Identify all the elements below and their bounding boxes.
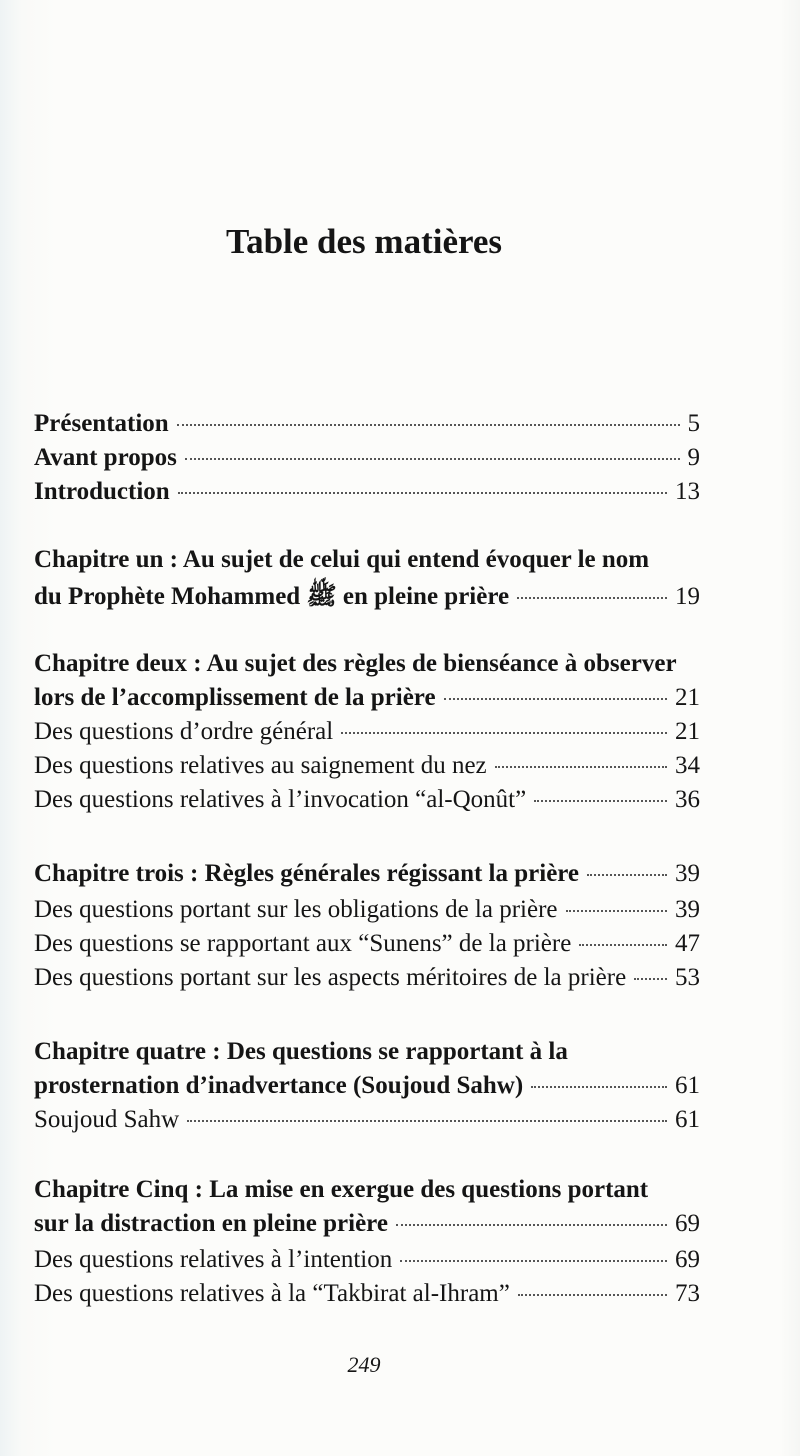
toc-line [34, 444, 700, 472]
toc-entry-page: 69 [675, 1210, 700, 1237]
dot-leader [185, 458, 680, 460]
toc-entry [34, 786, 700, 814]
dot-leader [534, 800, 667, 802]
toc-entry [34, 964, 700, 992]
dot-leader [517, 597, 667, 599]
toc-entry [34, 478, 700, 506]
dot-leader [531, 1086, 667, 1088]
dot-leader [187, 1120, 667, 1122]
chapter-heading [34, 650, 700, 678]
toc-line [34, 718, 700, 746]
toc-entry-label: Soujoud Sahw [34, 1106, 180, 1133]
toc-entry-page: 53 [675, 964, 700, 991]
page-number: 249 [347, 1352, 381, 1377]
toc-entry-label: Des questions relatives à l’invocation “al-Qonût” [34, 786, 527, 813]
chapter-entry [34, 860, 700, 888]
dot-leader [518, 1294, 667, 1296]
dot-leader [341, 732, 667, 734]
dot-leader [634, 978, 667, 980]
toc-line [34, 964, 700, 992]
toc-entry-label: Des questions se rapportant aux “Sunens” de la prière [34, 930, 572, 957]
toc-line [34, 930, 700, 958]
toc-entry-label: Des questions relatives à la “Takbirat al-Ihram” [34, 1280, 510, 1307]
dot-leader [579, 944, 667, 946]
chapter-entry [34, 684, 700, 712]
toc-line [34, 1210, 700, 1238]
toc-entry [34, 1246, 700, 1274]
toc-entry-page: 61 [675, 1072, 700, 1099]
chapter-heading-line: du Prophète Mohammed ﷺ en pleine prière [34, 583, 510, 610]
toc-entry-label: Des questions portant sur les obligations de la prière [34, 896, 558, 923]
chapter-heading-line: Chapitre deux : Au sujet des règles de bienséance à observer [34, 650, 677, 677]
toc-line [34, 1280, 700, 1308]
toc-line [34, 860, 700, 888]
chapter-heading [34, 546, 700, 574]
toc-entry-page: 39 [675, 860, 700, 887]
toc-entry-page: 5 [687, 410, 700, 437]
chapter-heading-line: sur la distraction en pleine prière [34, 1210, 388, 1237]
dot-leader [587, 874, 667, 876]
toc-entry [34, 930, 700, 958]
chapter-entry [34, 580, 700, 617]
toc-line [34, 1072, 700, 1100]
toc-entry-label: Des questions portant sur les aspects méritoires de la prière [34, 964, 627, 991]
toc-entry-page: 34 [675, 752, 700, 779]
toc-entry [34, 896, 700, 924]
toc-entry [34, 410, 700, 438]
chapter-heading-line: Chapitre Cinq : La mise en exergue des questions portant [34, 1176, 649, 1203]
toc-entry-label: Avant propos [34, 444, 177, 471]
chapter-entry [34, 1210, 700, 1238]
page-title: Table des matières [225, 222, 503, 261]
chapter-heading-line: prosternation d’inadvertance (Soujoud Sahw) [34, 1072, 524, 1099]
toc-entry-page: 36 [675, 786, 700, 813]
toc-entry-label: Des questions relatives à l’intention [34, 1246, 393, 1273]
dot-leader [444, 698, 667, 700]
toc-entry-label: Des questions d’ordre général [34, 718, 334, 745]
dot-leader [396, 1224, 667, 1226]
toc-entry-label: Des questions relatives au saignement du nez [34, 752, 487, 779]
chapter-heading [34, 1176, 700, 1204]
toc-line [34, 410, 700, 438]
chapter-heading-line: Chapitre quatre : Des questions se rapportant à la [34, 1038, 568, 1065]
toc-entry-page: 69 [675, 1246, 700, 1273]
toc-entry-page: 19 [675, 583, 700, 610]
toc-line [34, 1246, 700, 1274]
toc-entry [34, 1106, 700, 1134]
toc-line [34, 752, 700, 780]
toc-entry-page: 9 [687, 444, 700, 471]
toc-entry [34, 1280, 700, 1308]
toc-line [34, 1106, 700, 1134]
dot-leader [495, 766, 667, 768]
toc-entry [34, 718, 700, 746]
chapter-heading-line: Chapitre un : Au sujet de celui qui entend évoquer le nom [34, 546, 650, 573]
toc-line [34, 786, 700, 814]
chapter-heading-line: lors de l’accomplissement de la prière [34, 684, 436, 711]
toc-entry [34, 752, 700, 780]
toc-line [34, 896, 700, 924]
dot-leader [178, 492, 667, 494]
toc-entry-page: 61 [675, 1106, 700, 1133]
toc-line [34, 684, 700, 712]
toc-entry-page: 73 [675, 1280, 700, 1307]
toc-entry [34, 444, 700, 472]
toc-line [34, 580, 700, 617]
toc-entry-page: 13 [675, 478, 700, 505]
chapter-heading [34, 1038, 700, 1066]
toc-entry-label: Présentation [34, 410, 169, 437]
toc-entry-page: 21 [675, 684, 700, 711]
toc-entry-page: 21 [675, 718, 700, 745]
toc-line [34, 478, 700, 506]
toc-entry-page: 47 [675, 930, 700, 957]
chapter-entry [34, 1072, 700, 1100]
dot-leader [177, 424, 680, 426]
dot-leader [566, 910, 668, 912]
toc-entry-label: Introduction [34, 478, 170, 505]
toc-entry-page: 39 [675, 896, 700, 923]
dot-leader [400, 1260, 667, 1262]
chapter-heading-line: Chapitre trois : Règles générales régissant la prière [34, 860, 580, 887]
